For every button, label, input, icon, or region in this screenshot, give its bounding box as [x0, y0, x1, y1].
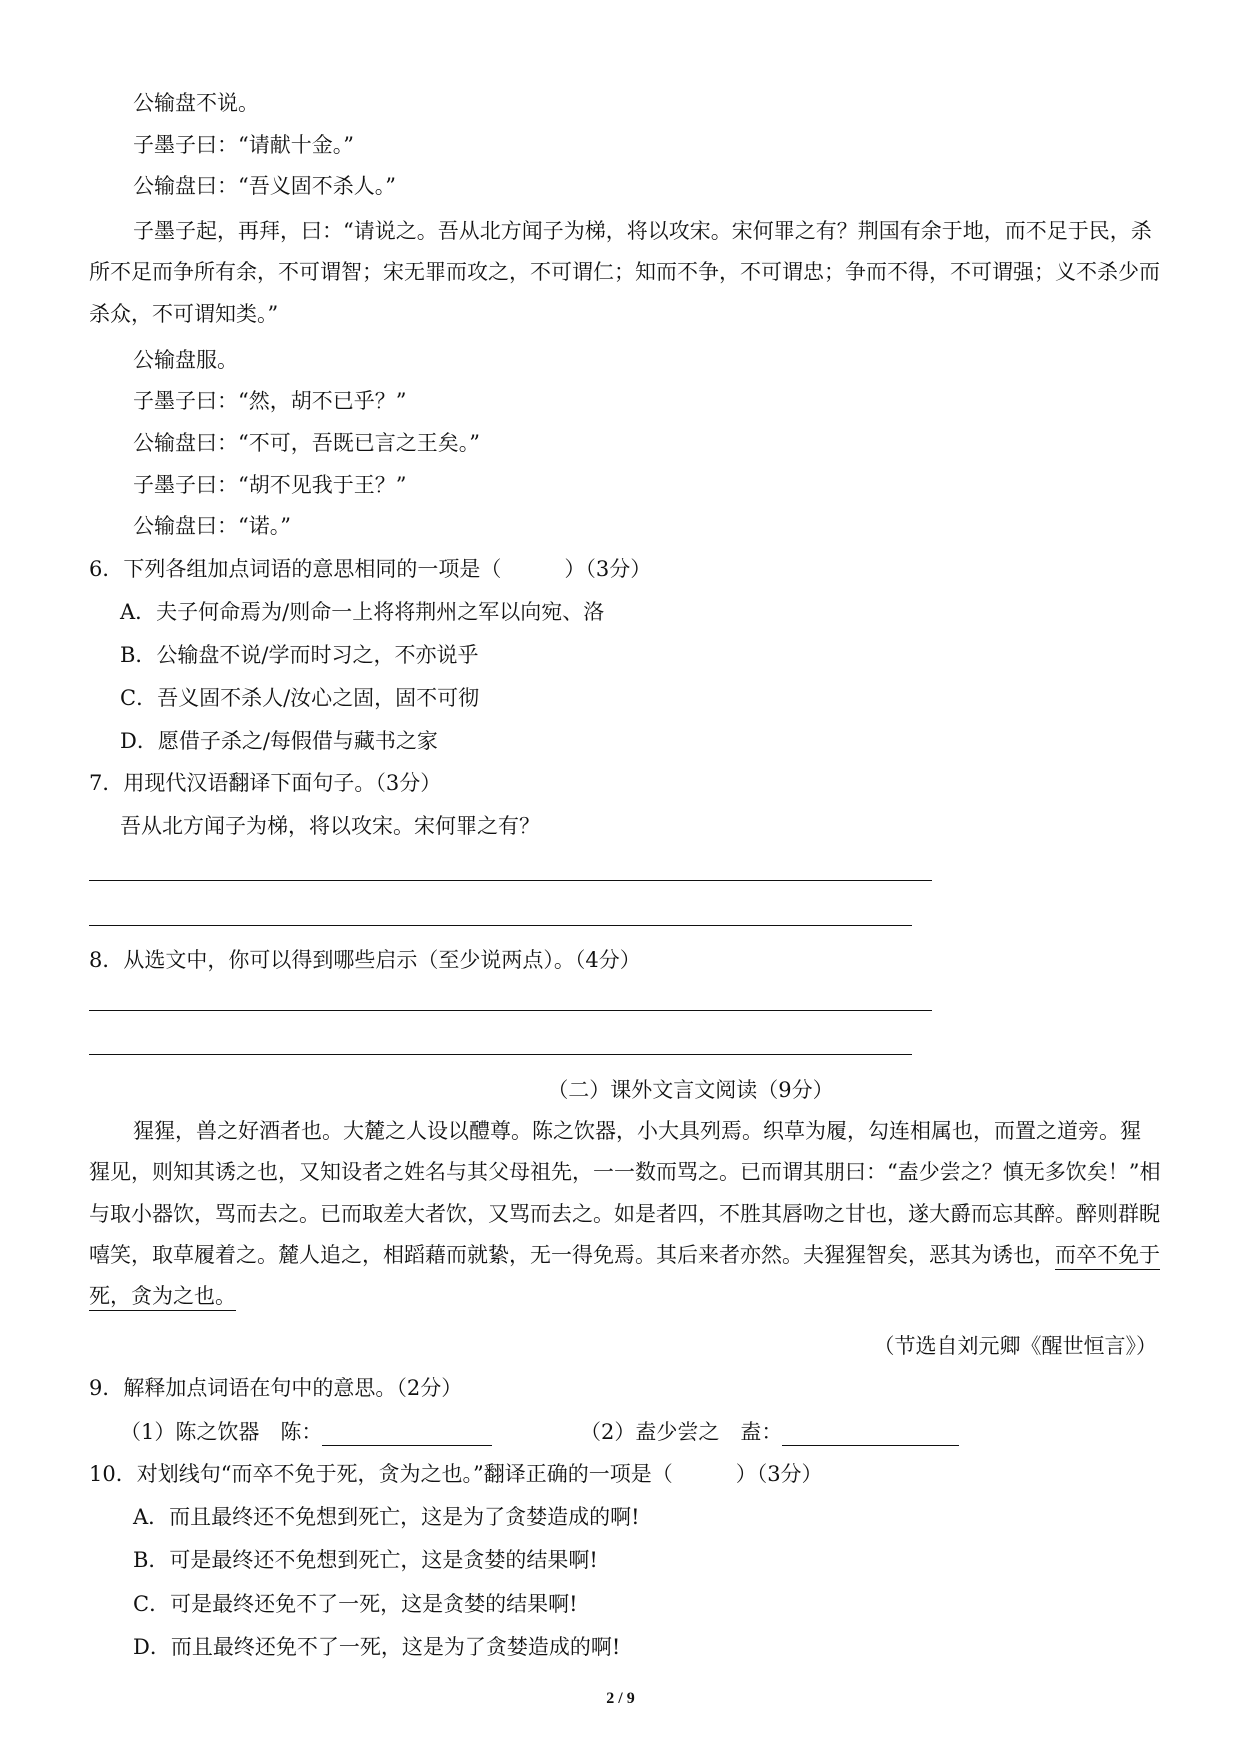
answer-blank[interactable]: [782, 1423, 959, 1446]
passage-paragraph: [89, 1111, 1161, 1317]
passage-text: 猩猩，兽之好酒者也。大麓之人设以醴尊。陈之饮器，小大具列焉。织草为履，勾连相属也，而置之道旁。猩猩见，则知其诱之也，又知设者之姓名与其父母祖先，一一数而骂之。已而谓其朋曰：“盍少尝之？慎无多饮矣！”相与取小器饮，骂而去之。已而取差大者饮，又骂而去之。如是者四，不胜其唇吻之甘也，遂大爵而忘其醉。醉则群睨嘻笑，取草履着之。麓人追之，相蹈藉而就絷，无一得免焉。其后来者亦然。夫猩猩智矣，恶其为诱也，: [89, 1119, 1161, 1267]
question-9-item-1: [120, 1418, 492, 1446]
section-title: （二）课外文言文阅读（9分）: [547, 1078, 834, 1102]
dialogue-line: 公输盘曰：“诺。”: [133, 514, 291, 538]
dialogue-line: 子墨子曰：“胡不见我于王？”: [133, 473, 407, 497]
answer-blank[interactable]: [322, 1423, 492, 1446]
question-7-stem: 7．用现代汉语翻译下面句子。（3分）: [89, 771, 442, 795]
question-10-option-c: C．可是最终还免不了一死，这是贪婪的结果啊!: [133, 1592, 578, 1616]
question-6-option-a: A．夫子何命焉为/则命一上将将荆州之军以向宛、洛: [120, 600, 605, 624]
dialogue-line: 公输盘服。: [133, 348, 238, 372]
question-6-stem: 6．下列各组加点词语的意思相同的一项是（ ）（3分）: [89, 557, 652, 581]
question-10-option-b: B．可是最终还不免想到死亡，这是贪婪的结果啊!: [133, 1548, 598, 1572]
question-6-option-d: D．愿借子杀之/每假借与藏书之家: [120, 729, 438, 753]
question-9-item-1-label: （1）陈之饮器 陈：: [120, 1420, 323, 1444]
question-10-stem: 10．对划线句“而卒不免于死，贪为之也。”翻译正确的一项是（ ）（3分）: [89, 1462, 823, 1486]
speech-paragraph: [89, 211, 1161, 335]
question-9-item-2: [580, 1418, 959, 1446]
answer-line[interactable]: [89, 1054, 912, 1055]
dialogue-line: 公输盘不说。: [133, 91, 259, 115]
answer-line[interactable]: [89, 925, 912, 926]
answer-line[interactable]: [89, 880, 932, 881]
page-number: 2 / 9: [606, 1690, 635, 1707]
dialogue-line: 公输盘曰：“吾义固不杀人。”: [133, 174, 396, 198]
speech-text: 子墨子起，再拜，曰：“请说之。吾从北方闻子为梯，将以攻宋。宋何罪之有？荆国有余于地，而不足于民，杀所不足而争所有余，不可谓智；宋无罪而攻之，不可谓仁；知而不争，不可谓忠；争而不得，不可谓强；义不杀少而杀众，不可谓知类。”: [89, 219, 1160, 326]
question-6-option-b: B．公输盘不说/学而时习之，不亦说乎: [120, 643, 479, 667]
underlined-sentence: 而卒不免于死，贪为之也。: [89, 1243, 1160, 1311]
question-7-sentence: 吾从北方闻子为梯，将以攻宋。宋何罪之有？: [120, 814, 540, 838]
dialogue-line: 子墨子曰：“然，胡不已乎？”: [133, 389, 407, 413]
question-10-option-d: D．而且最终还免不了一死，这是为了贪婪造成的啊!: [133, 1635, 621, 1659]
answer-line[interactable]: [89, 1010, 932, 1011]
question-6-option-c: C．吾义固不杀人/汝心之固，固不可彻: [120, 686, 480, 710]
question-10-option-a: A．而且最终还不免想到死亡，这是为了贪婪造成的啊!: [133, 1505, 640, 1529]
question-8-stem: 8．从选文中，你可以得到哪些启示（至少说两点）。（4分）: [89, 948, 641, 972]
question-9-item-2-label: （2）盍少尝之 盍：: [580, 1420, 783, 1444]
question-9-stem: 9．解释加点词语在句中的意思。（2分）: [89, 1376, 463, 1400]
passage-source: （节选自刘元卿《醒世恒言》）: [873, 1334, 1157, 1358]
dialogue-line: 子墨子曰：“请献十金。”: [133, 133, 354, 157]
dialogue-line: 公输盘曰：“不可，吾既已言之王矣。”: [133, 431, 480, 455]
